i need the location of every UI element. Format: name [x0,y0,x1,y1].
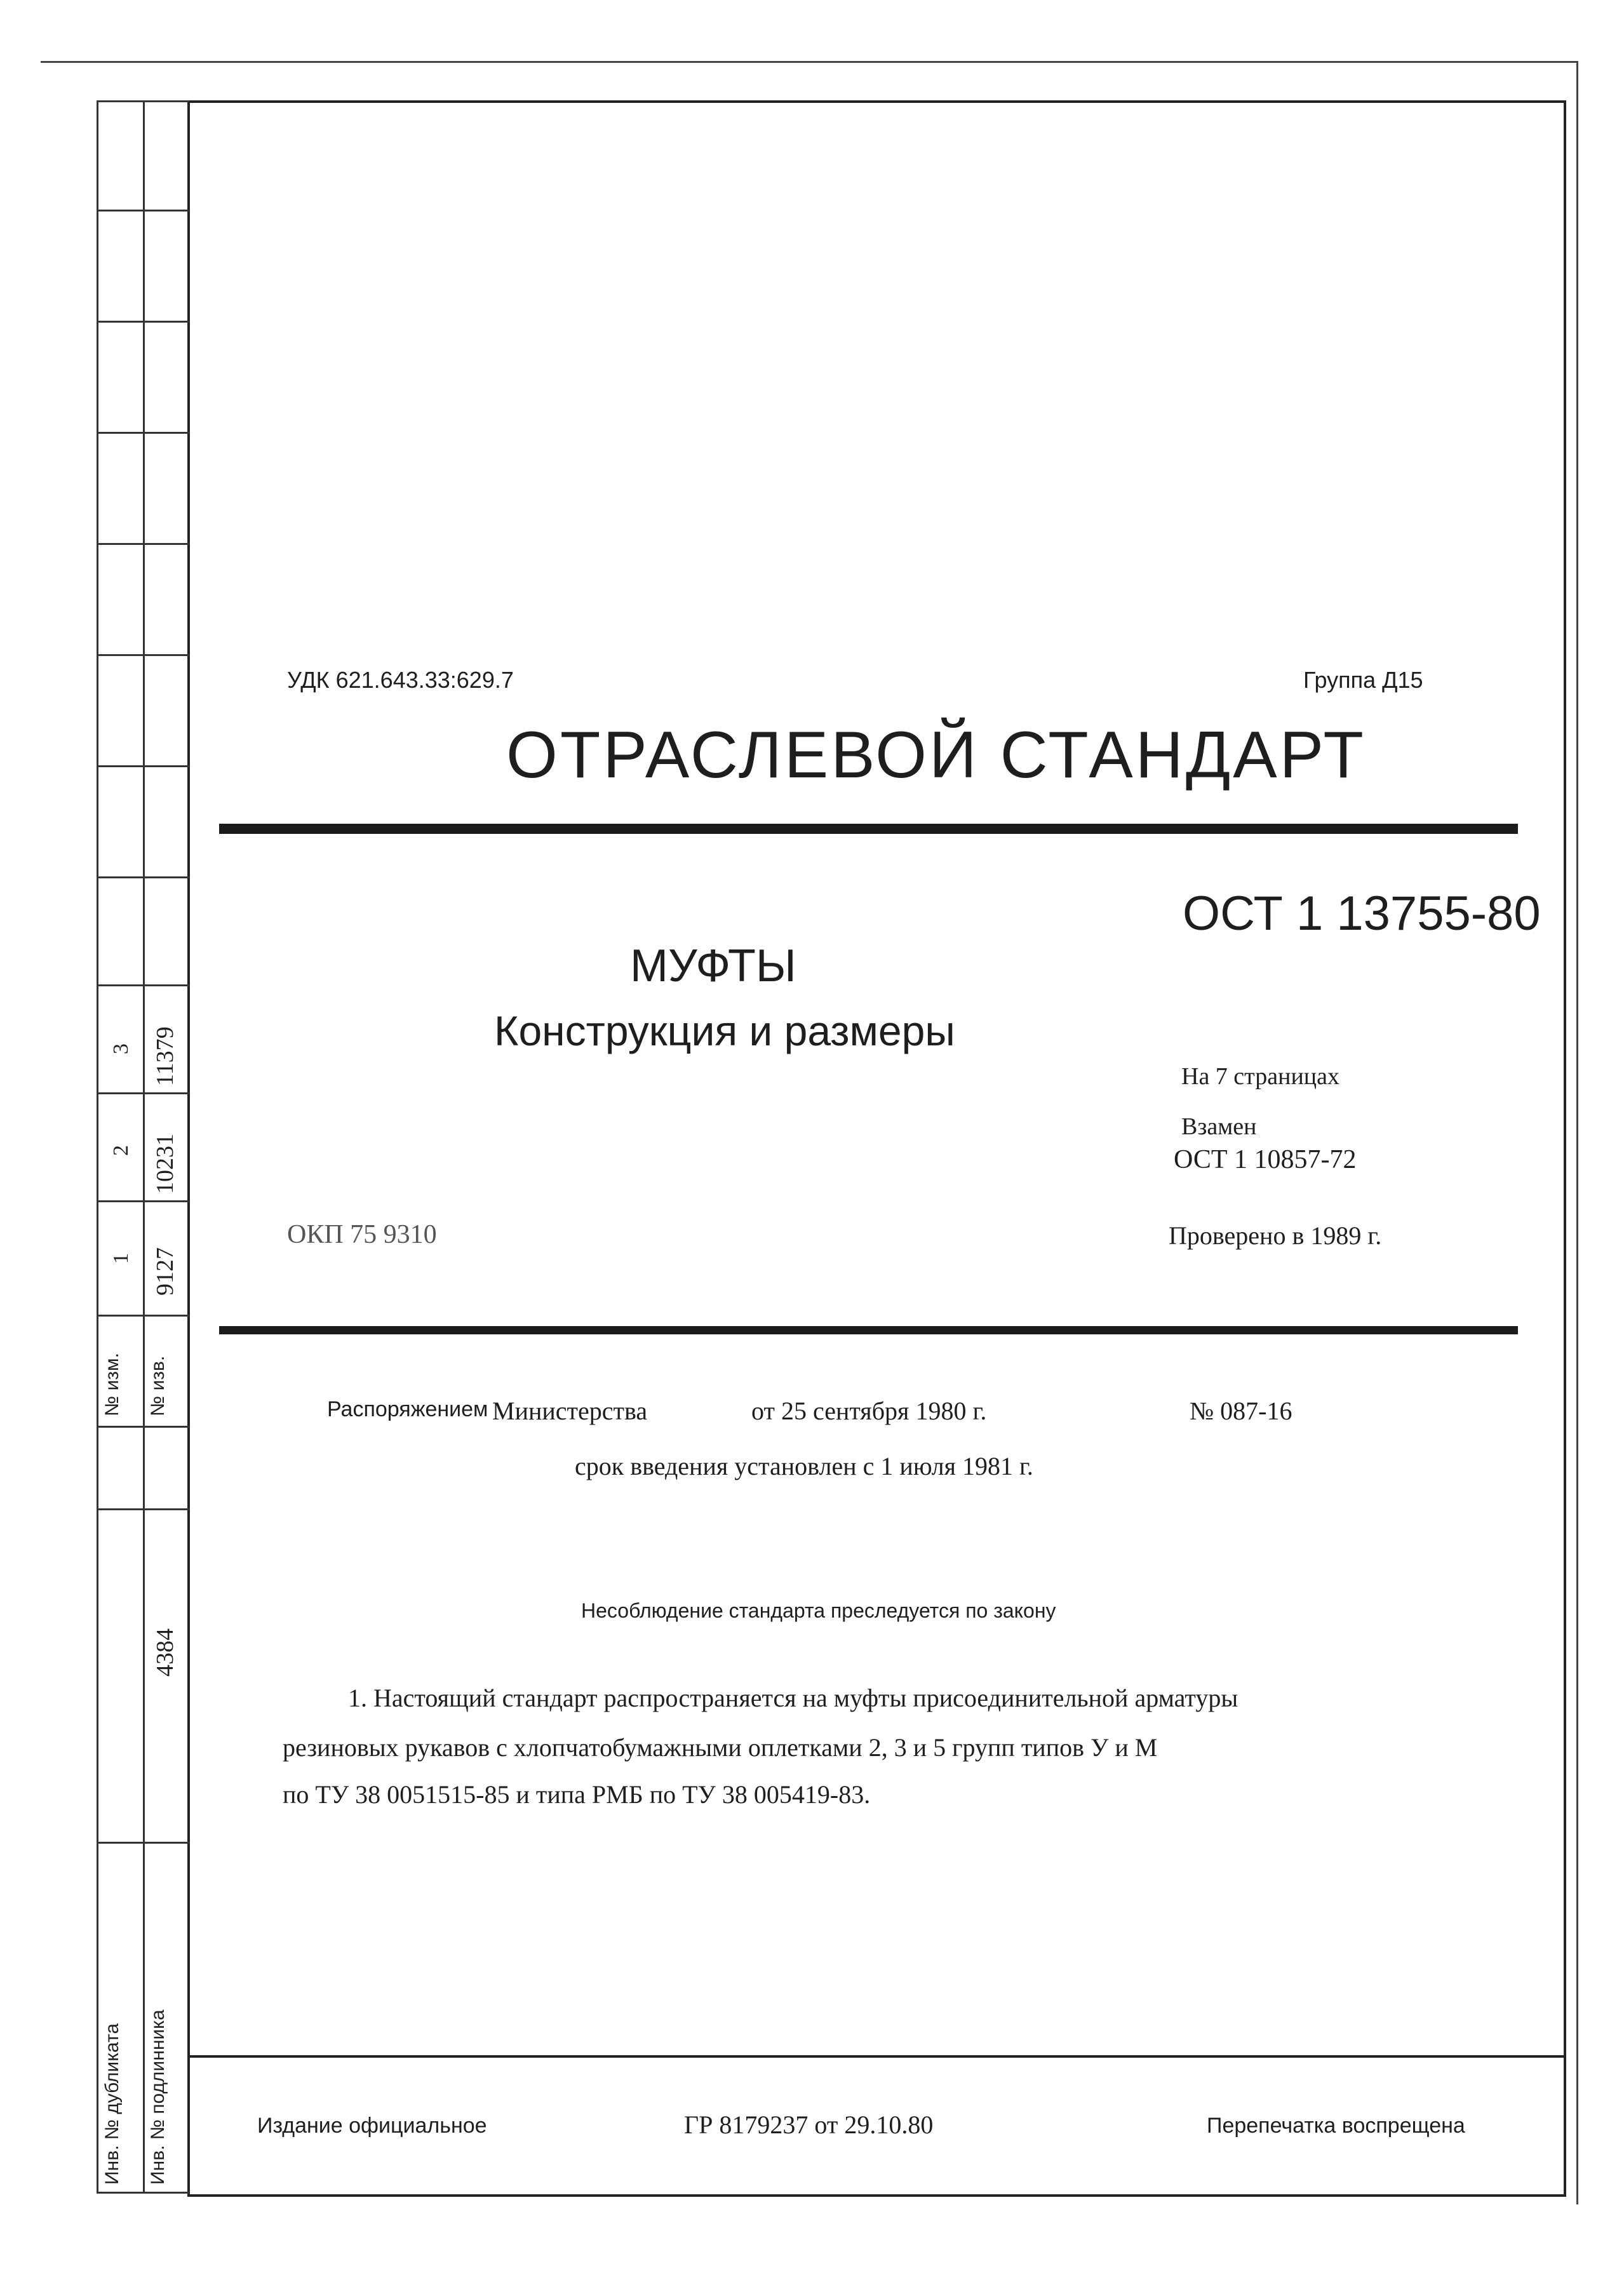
stamp-original-inv: 4384 [152,1628,178,1677]
stamp-grid-line [97,1426,189,1428]
standard-number: ОСТ 1 13755-80 [1183,887,1541,941]
stamp-change-num-2: 2 [109,1145,133,1156]
stamp-grid-line [97,876,189,878]
stamp-col-line-outer [97,100,98,2192]
order-effective-date: срок введения установлен с 1 июля 1981 г. [575,1452,1033,1480]
stamp-grid-line [97,765,189,767]
stamp-change-doc-2: 10231 [152,1134,178,1194]
footer-reprint-notice: Перепечатка воспрещена [1207,2114,1465,2138]
udk-code: УДК 621.643.33:629.7 [287,667,514,693]
stamp-original-label: Инв. № подлинника [147,2009,168,2185]
document-frame [187,100,1566,2197]
okp-code: ОКП 75 9310 [287,1220,437,1249]
order-ministry: Министерства [492,1397,648,1425]
stamp-grid-line [97,210,189,211]
paragraph-line: по ТУ 38 0051515-85 и типа РМБ по ТУ 38 005419-83. [283,1780,871,1809]
main-title: ОТРАСЛЕВОЙ СТАНДАРТ [506,718,1366,792]
standard-subtitle: Конструкция и размеры [494,1007,955,1054]
replaces-label: Взамен [1181,1113,1257,1140]
stamp-grid-line [97,543,189,545]
footer-rule [187,2055,1564,2058]
middle-rule [219,1326,1518,1334]
stamp-grid-line [97,321,189,323]
footer-edition: Издание официальное [257,2114,487,2138]
order-number: № 087-16 [1190,1397,1292,1425]
stamp-change-num-3: 3 [109,1043,133,1054]
legal-notice: Несоблюдение стандарта преследуется по закону [581,1599,1056,1622]
paragraph-line: 1. Настоящий стандарт распространяется на муфты присоединительной арматуры [348,1684,1238,1712]
checked-year: Проверено в 1989 г. [1169,1221,1382,1250]
stamp-doc-label: № изв. [147,1355,168,1416]
stamp-grid-line [97,1315,189,1317]
stamp-change-doc-3: 11379 [152,1026,178,1086]
paragraph-line: резиновых рукавов с хлопчатобумажными оплетками 2, 3 и 5 групп типов У и М [283,1733,1158,1762]
stamp-grid-line [97,1842,189,1844]
pages-count: На 7 страницах [1181,1063,1339,1090]
stamp-top-line [97,100,189,102]
stamp-grid-line [97,984,189,986]
group-code: Группа Д15 [1303,667,1423,693]
stamp-change-doc-1: 9127 [152,1247,178,1296]
order-label: Распоряжением [327,1397,488,1421]
stamp-change-num-1: 1 [109,1253,133,1264]
stamp-change-label: № изм. [102,1353,123,1416]
stamp-bottom-line [97,2192,189,2194]
stamp-duplicate-label: Инв. № дубликата [102,2023,123,2185]
footer-registration: ГР 8179237 от 29.10.80 [684,2110,934,2139]
stamp-grid-line [97,654,189,656]
order-date: от 25 сентября 1980 г. [751,1397,987,1425]
header-rule [219,824,1518,834]
stamp-grid-line [97,1092,189,1094]
stamp-grid-line [97,1200,189,1202]
standard-title: МУФТЫ [630,941,796,991]
stamp-grid-line [97,432,189,434]
stamp-grid-line [97,1508,189,1510]
replaces-standard: ОСТ 1 10857-72 [1174,1145,1357,1174]
stamp-col-line-mid [143,100,145,2192]
